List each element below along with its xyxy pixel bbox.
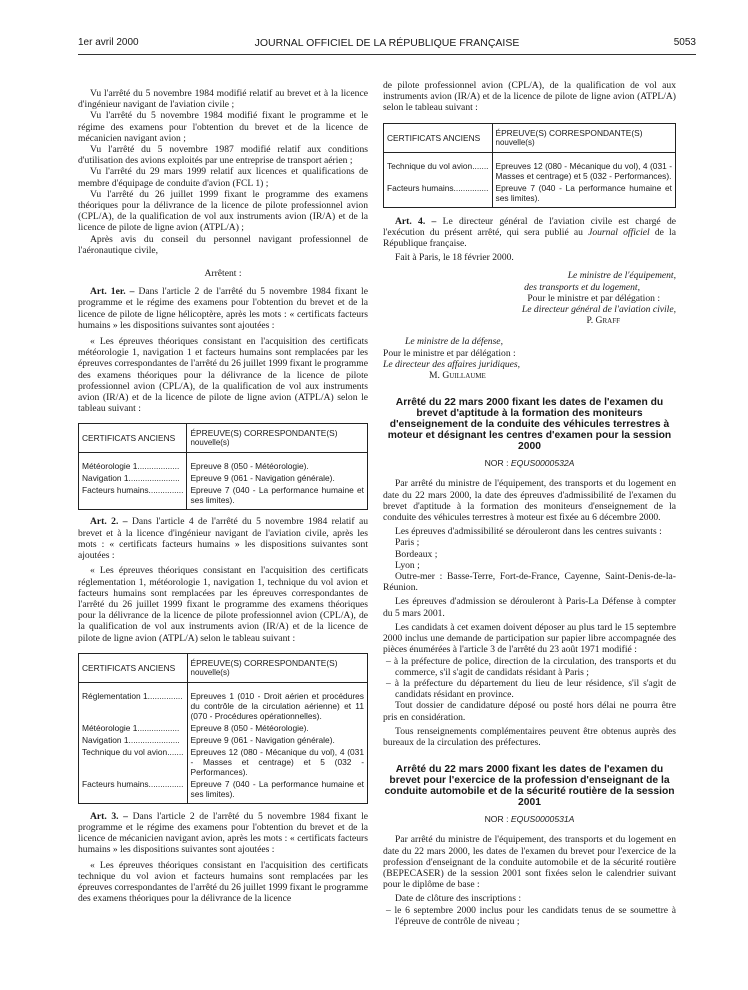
section-paragraph: Les candidats à cet examen doivent déposer au plus tard le 15 septembre 2000 inclus une demande de participation sur papier libre accompagnée des pièces énumérées à l'article 3 de l'arrêté du 23 août 1971 modifié : [383, 621, 676, 656]
header-rule [78, 54, 696, 55]
section-paragraph: Par arrêté du ministre de l'équipement, des transports et du logement en date du 22 mars 2000, les dates de l'examen du brevet pour l'exercice de la profession d'enseignant de la conduite automobile et de la sécurité routière (BEPECASER) de la session 2001 sont fixées selon le calendrier suivant pour le diplôme de base : [383, 834, 676, 891]
centre-item: Outre-mer : Basse-Terre, Fort-de-France, Cayenne, Saint-Denis-de-la-Réunion. [383, 571, 676, 594]
page-header [78, 37, 696, 53]
table-header-old: CERTIFICATS ANCIENS [79, 424, 187, 453]
section-paragraph: Les épreuves d'admission se dérouleront à Paris-La Défense à compter du 5 mars 2001. [383, 596, 676, 619]
article-1-quote: « Les épreuves théoriques consistant en l'acquisition des certificats météorologie 1, navigation 1 et facteurs humains sont remplacées par les épreuves correspondantes de l'arrêté du 26 juillet 1999 fixant le programme des examens théoriques pour la délivrance de la licence de pilote professionnel avion (CPL/A), de la qualification de vol aux instruments avion (IR/A) et de la licence de pilote de ligne avion (ATPL/A) selon le tableau suivant : [78, 336, 368, 415]
section-paragraph: Date de clôture des inscriptions : [395, 893, 522, 905]
left-column [78, 88, 368, 904]
article-2-label: Art. 2. – [90, 516, 128, 528]
table-art3 [383, 123, 676, 208]
issue-date: 1er avril 2000 [78, 37, 139, 48]
dash-item: – à la préfecture du département du lieu de leur résidence, s'il s'agit de candidats résidant en province. [386, 677, 676, 701]
fait-a-paris: Fait à Paris, le 18 février 2000. [395, 252, 514, 264]
signatory-name: P. Graff [586, 315, 620, 327]
vu-paragraph: Vu l'arrêté du 5 novembre 1984 modifié relatif au brevet et à la licence d'ingénieur navigant de l'aviation civile ; [78, 88, 368, 111]
article-3-label: Art. 3. – [90, 810, 128, 822]
journal-title: JOURNAL OFFICIEL DE LA RÉPUBLIQUE FRANÇAISE [254, 37, 520, 49]
centre-item: Paris ; [395, 537, 420, 549]
article-3-text: Dans l'article 2 de l'arrêté du 5 novembre 1984 fixant le programme et le régime des examens pour l'obtention du brevet et de la licence de mécanicien navigant avion, après les mots : « certificats facteurs humains » les dispositions suivantes sont ajoutées : [78, 810, 368, 856]
signature-block-1: Le ministre de l'équipement, des transports et du logement, Pour le ministre et par délégation : Le directeur général de l'aviation civile, P. Graff [383, 270, 676, 326]
table-row: Navigation 1...................... Epreuve 9 (061 - Navigation générale). [79, 734, 368, 746]
table-header-old: CERTIFICATS ANCIENS [79, 653, 188, 682]
table-row: Réglementation 1............... Epreuves 1 (010 - Droit aérien et procédures du contrôle de la circulation aérienne) et 11 (070 - Procédures opérationnelles). [79, 682, 368, 722]
right-column [383, 80, 676, 927]
table-row: Météorologie 1.................. Epreuve 8 (050 - Météorologie). [79, 722, 368, 734]
article-4-label: Art. 4. – [395, 215, 437, 227]
section-paragraph: Par arrêté du ministre de l'équipement, des transports et du logement en date du 22 mars 2000, la date des épreuves d'admissibilité de l'examen du brevet d'aptitude à la formation des moniteurs d'enseignement de la conduite des véhicules terrestres à moteur est fixée au 6 décembre 2000. [383, 478, 676, 524]
table-art1 [78, 423, 368, 510]
article-3-quote: « Les épreuves théoriques consistant en l'acquisition des certificats technique du vol avion et facteurs humains sont remplacées par les épreuves correspondantes de l'arrêté du 26 juillet 1999 fixant le programme des examens théoriques pour la délivrance de la licence [78, 859, 368, 905]
table-header-new: ÉPREUVE(S) CORRESPONDANTE(S) nouvelle(s) [187, 653, 368, 682]
dash-item: – à la préfecture de police, direction de la circulation, des transports et du commerce, s'il s'agit de candidats résidant à Paris ; [386, 655, 676, 678]
article-4: Art. 4. – Le directeur général de l'aviation civile est chargé de l'exécution du présent arrêté, qui sera publié au Journal officiel de la République française. [383, 215, 676, 250]
journal-officiel-ref: Journal officiel [588, 226, 650, 238]
centre-item: Lyon ; [395, 559, 420, 571]
section-title: Arrêté du 22 mars 2000 fixant les dates de l'examen du brevet d'aptitude à la formation des moniteurs d'enseignement de la conduite des véhicules terrestres à moteur et désignant les centres d'examen pour la session 2000 [387, 397, 672, 453]
signature-block-2: Le ministre de la défense, Pour le ministre et par délégation : Le directeur des affaires juridiques, M. Guillaume [383, 336, 676, 381]
nor-reference: NOR : EQUS0000531A [484, 814, 575, 825]
table-row: Facteurs humains............... Epreuve 7 (040 - La performance humaine et ses limites). [384, 182, 676, 208]
table-row: Navigation 1...................... Epreuve 9 (061 - Navigation générale). [79, 472, 368, 484]
table-header-new: ÉPREUVE(S) CORRESPONDANTE(S) nouvelle(s) [492, 123, 676, 152]
table-header-old: CERTIFICATS ANCIENS [384, 123, 493, 152]
article-2-quote: « Les épreuves théoriques consistant en l'acquisition des certificats réglementation 1, météorologie 1, navigation 1, technique du vol avion et facteurs humains sont remplacées par les épreuves correspondantes de l'arrêté du 26 juillet 1999 fixant le programme des examens théoriques pour la délivrance de la licence de pilote professionnel avion (CPL/A), de la qualification de vol aux instruments avion (IR/A) et de la licence de pilote de ligne avion (ATPL/A) selon le tableau suivant : [78, 565, 368, 644]
vu-paragraph: Vu l'arrêté du 5 novembre 1987 modifié relatif aux conditions d'utilisation des avions exploités par une entreprise de transport aérien ; [78, 144, 368, 167]
vu-paragraph: Vu l'arrêté du 29 mars 1999 relatif aux licences et qualifications de membre d'équipage de conduite d'avion (FCL 1) ; [78, 166, 368, 189]
vu-paragraph: Vu l'arrêté du 26 juillet 1999 fixant le programme des examens théoriques pour la délivrance de la licence de pilote professionnel avion (CPL/A), de la qualification de vol aux instruments avion (IR/A) et de la licence de pilote de ligne avion (ATPL/A) ; [78, 188, 368, 234]
table-row: Technique du vol avion....... Epreuves 12 (080 - Mécanique du vol), 4 (031 - Masses et centrage) et 5 (032 - Performances). [384, 152, 676, 182]
article-1-text: Dans l'article 2 de l'arrêté du 5 novembre 1984 fixant le programme et le régime des examens pour l'obtention du brevet et de la licence de pilote de ligne hélicoptère, après les mots : « certificats facteurs humains » les dispositions suivantes sont ajoutées : [78, 286, 368, 331]
nor-reference: NOR : EQUS0000532A [484, 458, 575, 469]
table-row: Facteurs humains............... Epreuve 7 (040 - La performance humaine et ses limites). [79, 778, 368, 804]
article-3-continuation: de pilote professionnel avion (CPL/A), de la qualification de vol aux instruments avion (IR/A) et de la licence de pilote de ligne avion (ATPL/A) selon le tableau suivant : [383, 80, 676, 114]
table-header-new: ÉPREUVE(S) CORRESPONDANTE(S) nouvelle(s) [187, 424, 368, 453]
vu-paragraph: Vu l'arrêté du 5 novembre 1984 modifié fixant le programme et le régime des examens pour l'obtention du brevet et de la licence de mécanicien navigant avion ; [78, 110, 368, 144]
section-title: Arrêté du 22 mars 2000 fixant les dates de l'examen du brevet pour l'exercice de la profession d'enseignant de la conduite automobile et de la sécurité routière de la session 2001 [384, 764, 675, 809]
arretent: Arrêtent : [204, 268, 242, 280]
section-paragraph: Tous renseignements complémentaires peuvent être obtenus auprès des bureaux de la circulation des préfectures. [383, 725, 676, 748]
section-paragraph: Tout dossier de candidature déposé ou posté hors délai ne pourra être pris en considération. [383, 700, 676, 723]
table-art2 [78, 653, 368, 804]
article-2-text: Dans l'article 4 de l'arrêté du 5 novembre 1984 relatif au brevet et à la licence d'ingénieur navigant de l'aviation civile, après les mots : « certificats facteurs humains » les dispositions suivantes sont ajoutées : [78, 516, 368, 562]
table-row: Technique du vol avion....... Epreuves 12 (080 - Mécanique du vol), 4 (031 - Masses et centrage) et 5 (032 - Performances). [79, 746, 368, 778]
article-2 [78, 516, 368, 561]
article-3 [78, 811, 368, 856]
centre-item: Bordeaux ; [395, 548, 438, 560]
vu-paragraph: Après avis du conseil du personnel navigant professionnel de l'aéronautique civile, [78, 233, 368, 256]
table-row: Météorologie 1.................. Epreuve 8 (050 - Météorologie). [79, 453, 368, 473]
article-1 [78, 286, 368, 331]
section-paragraph: Les épreuves d'admissibilité se dérouleront dans les centres suivants : [395, 526, 662, 538]
dash-item: – le 6 septembre 2000 inclus pour les candidats tenus de se soumettre à l'épreuve de contrôle de niveau ; [386, 904, 676, 927]
signatory-name: M. Guillaume [429, 370, 486, 382]
table-row: Facteurs humains............... Epreuve 7 (040 - La performance humaine et ses limites). [79, 484, 368, 510]
page-number: 5053 [673, 37, 696, 48]
article-1-label: Art. 1er. – [90, 286, 135, 298]
